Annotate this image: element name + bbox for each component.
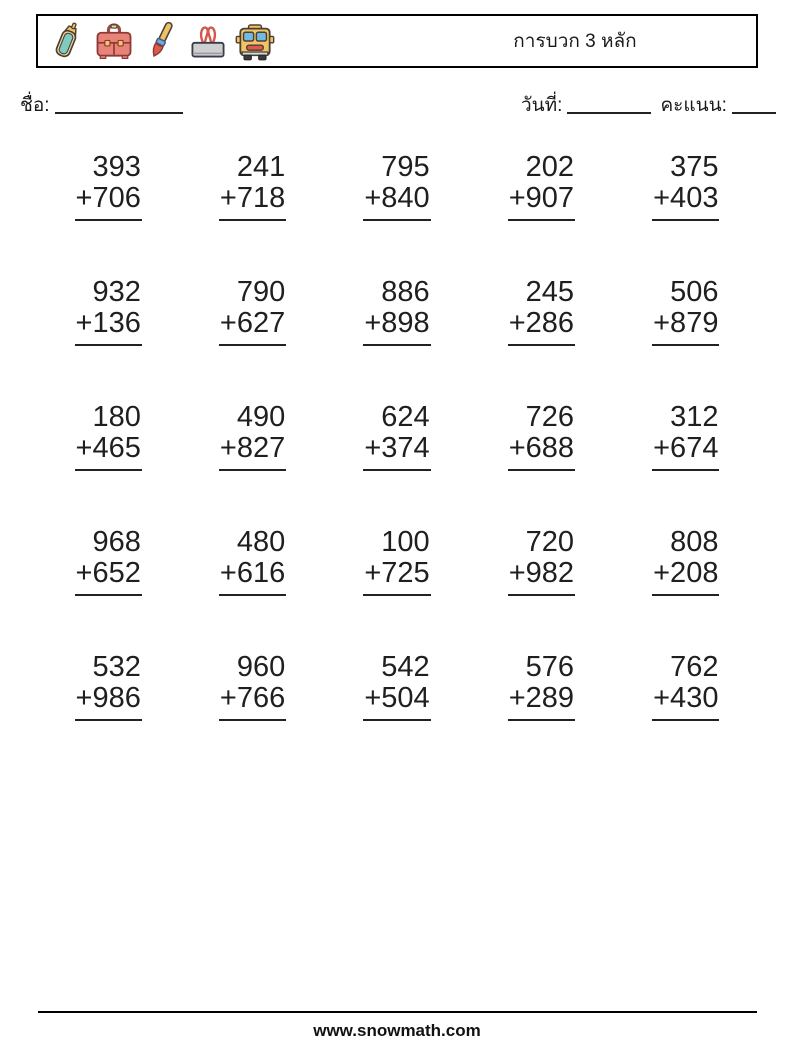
problem-cell bbox=[325, 650, 469, 775]
addend-top: 790 bbox=[236, 276, 286, 308]
problem-cell bbox=[325, 275, 469, 400]
addition-problem bbox=[508, 150, 575, 221]
addend-bottom: +907 bbox=[508, 182, 575, 214]
addition-problem bbox=[363, 650, 430, 721]
addend-bottom: +627 bbox=[219, 307, 286, 339]
problem-cell bbox=[180, 400, 324, 525]
addend-top: 726 bbox=[525, 401, 575, 433]
addend-bottom: +725 bbox=[364, 557, 430, 589]
addition-problem bbox=[75, 525, 142, 596]
problem-cell bbox=[469, 400, 613, 525]
date-blank-line bbox=[567, 95, 651, 114]
problem-cell bbox=[614, 150, 758, 275]
addend-bottom: +840 bbox=[364, 182, 430, 214]
school-bus-icon bbox=[233, 18, 277, 64]
addition-problem bbox=[508, 525, 575, 596]
addition-problem bbox=[508, 275, 575, 346]
problem-cell bbox=[180, 275, 324, 400]
problem-cell bbox=[614, 650, 758, 775]
problem-cell bbox=[469, 275, 613, 400]
addend-bottom: +688 bbox=[508, 432, 575, 464]
name-field-group bbox=[20, 90, 183, 120]
addition-problem bbox=[219, 650, 286, 721]
addition-problem bbox=[652, 525, 719, 596]
addend-bottom: +898 bbox=[364, 307, 430, 339]
addend-bottom: +430 bbox=[653, 682, 719, 714]
binder-clip-icon bbox=[186, 18, 230, 64]
addend-top: 932 bbox=[92, 276, 141, 308]
addition-problem bbox=[75, 150, 142, 221]
toolbox-icon bbox=[92, 18, 136, 64]
addend-top: 532 bbox=[92, 651, 141, 683]
addition-problem bbox=[363, 400, 430, 471]
header-box bbox=[36, 14, 758, 68]
problem-cell bbox=[36, 650, 180, 775]
problem-cell bbox=[469, 650, 613, 775]
addend-bottom: +986 bbox=[75, 682, 141, 714]
addend-top: 960 bbox=[236, 651, 286, 683]
addend-bottom: +674 bbox=[653, 432, 719, 464]
addend-bottom: +286 bbox=[508, 307, 575, 339]
addend-top: 886 bbox=[381, 276, 430, 308]
problem-cell bbox=[614, 400, 758, 525]
addend-top: 100 bbox=[381, 526, 430, 558]
addition-problem bbox=[75, 400, 142, 471]
addend-bottom: +208 bbox=[653, 557, 719, 589]
addition-problem bbox=[652, 650, 719, 721]
addition-problem bbox=[219, 275, 286, 346]
addition-problem bbox=[508, 400, 575, 471]
highlighter-icon bbox=[45, 18, 89, 64]
addend-bottom: +136 bbox=[75, 307, 141, 339]
addend-bottom: +706 bbox=[75, 182, 141, 214]
addition-problem bbox=[363, 525, 430, 596]
date-score-field-group bbox=[521, 90, 776, 120]
addend-top: 241 bbox=[236, 151, 286, 183]
problems-grid bbox=[36, 150, 758, 775]
addend-bottom: +652 bbox=[75, 557, 141, 589]
problem-cell bbox=[36, 150, 180, 275]
addend-top: 542 bbox=[381, 651, 430, 683]
problem-cell bbox=[36, 400, 180, 525]
date-label: วันที่: bbox=[521, 95, 563, 116]
addition-problem bbox=[652, 275, 719, 346]
addition-problem bbox=[508, 650, 575, 721]
footer-divider bbox=[38, 1011, 757, 1013]
addition-problem bbox=[363, 275, 430, 346]
addend-bottom: +982 bbox=[508, 557, 575, 589]
addend-top: 245 bbox=[525, 276, 575, 308]
score-label: คะแนน: bbox=[660, 95, 727, 116]
worksheet-title: การบวก 3 หลัก bbox=[513, 31, 637, 52]
problem-cell bbox=[180, 150, 324, 275]
paintbrush-icon bbox=[139, 18, 183, 64]
addition-problem bbox=[219, 400, 286, 471]
addend-top: 480 bbox=[236, 526, 286, 558]
problem-cell bbox=[469, 525, 613, 650]
addend-top: 808 bbox=[670, 526, 719, 558]
addend-top: 393 bbox=[92, 151, 141, 183]
footer-website: www.snowmath.com bbox=[313, 1021, 481, 1040]
addition-problem bbox=[219, 150, 286, 221]
addend-bottom: +879 bbox=[653, 307, 719, 339]
addend-top: 576 bbox=[525, 651, 575, 683]
problem-cell bbox=[325, 400, 469, 525]
name-label: ชื่อ: bbox=[20, 95, 50, 116]
problem-cell bbox=[614, 525, 758, 650]
addition-problem bbox=[75, 275, 142, 346]
problem-cell bbox=[36, 525, 180, 650]
addition-problem bbox=[652, 150, 719, 221]
problem-cell bbox=[469, 150, 613, 275]
addend-top: 762 bbox=[670, 651, 719, 683]
name-blank-line bbox=[55, 95, 183, 114]
problem-cell bbox=[180, 650, 324, 775]
addend-top: 795 bbox=[381, 151, 430, 183]
addend-bottom: +465 bbox=[75, 432, 141, 464]
problem-cell bbox=[614, 275, 758, 400]
addend-top: 506 bbox=[670, 276, 719, 308]
addition-problem bbox=[652, 400, 719, 471]
addend-bottom: +766 bbox=[219, 682, 286, 714]
addend-bottom: +289 bbox=[508, 682, 575, 714]
addend-top: 202 bbox=[525, 151, 575, 183]
addend-bottom: +616 bbox=[219, 557, 286, 589]
problem-cell bbox=[180, 525, 324, 650]
addition-problem bbox=[219, 525, 286, 596]
addend-bottom: +504 bbox=[364, 682, 430, 714]
addend-top: 375 bbox=[670, 151, 719, 183]
addend-top: 180 bbox=[92, 401, 141, 433]
addend-top: 312 bbox=[670, 401, 719, 433]
problem-cell bbox=[325, 150, 469, 275]
score-blank-line bbox=[732, 95, 776, 114]
addend-bottom: +827 bbox=[219, 432, 286, 464]
problem-cell bbox=[325, 525, 469, 650]
addend-bottom: +718 bbox=[219, 182, 286, 214]
addition-problem bbox=[75, 650, 142, 721]
header-icon-row bbox=[38, 18, 277, 64]
problem-cell bbox=[36, 275, 180, 400]
addend-top: 720 bbox=[525, 526, 575, 558]
addition-problem bbox=[363, 150, 430, 221]
addend-bottom: +403 bbox=[653, 182, 719, 214]
addend-top: 624 bbox=[381, 401, 430, 433]
addend-top: 490 bbox=[236, 401, 286, 433]
addend-bottom: +374 bbox=[364, 432, 430, 464]
addend-top: 968 bbox=[92, 526, 141, 558]
